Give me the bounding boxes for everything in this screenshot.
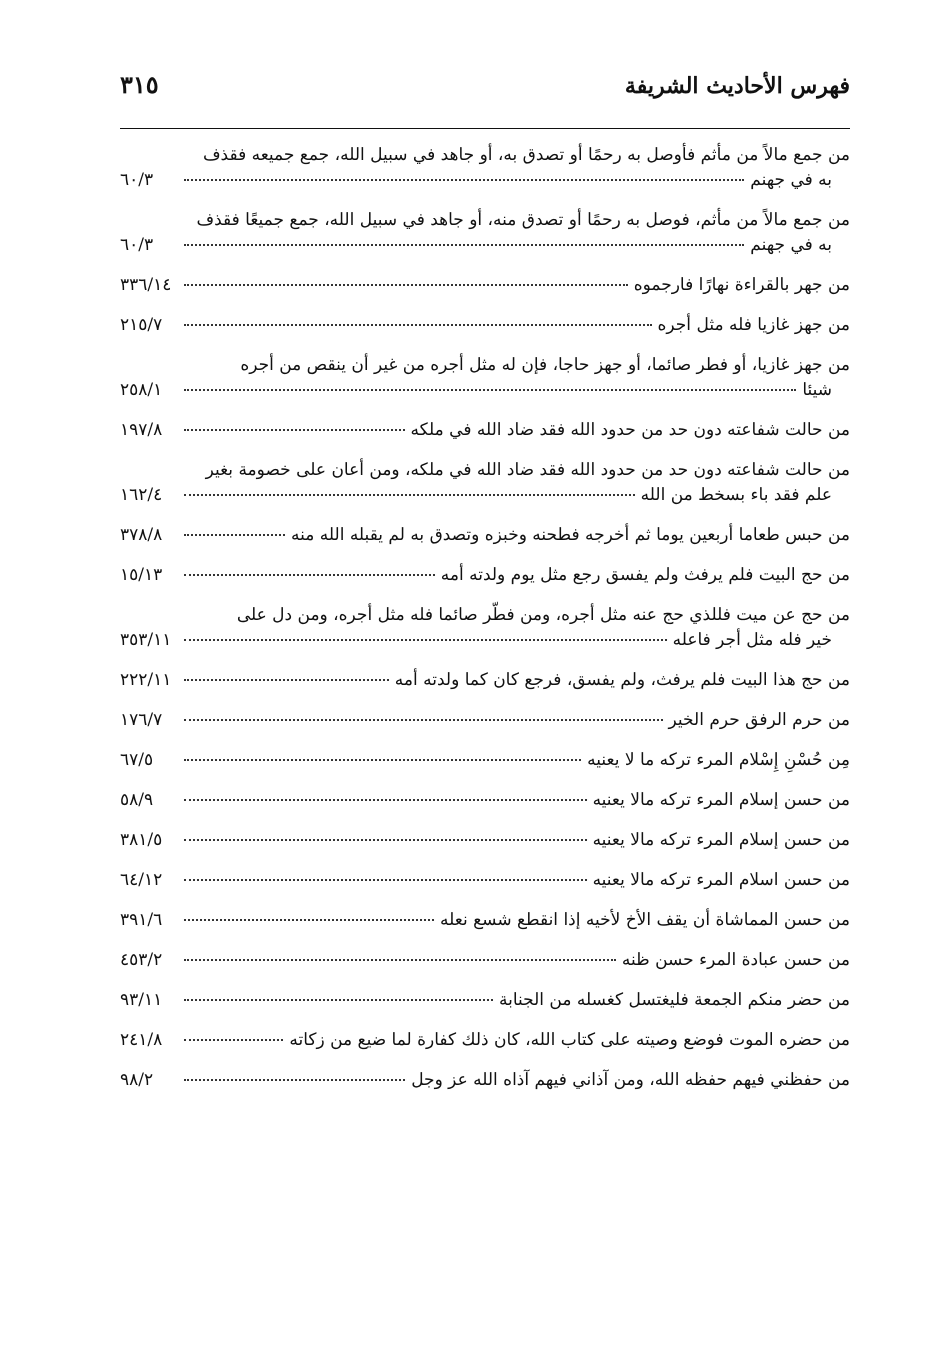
entry-reference: ١٩٧/٨ <box>120 420 163 440</box>
entry-text: من حج هذا البيت فلم يرفث، ولم يفسق، فرجع كان كما ولدته أمه <box>394 670 850 690</box>
entry-reference: ٦٤/١٢ <box>120 870 163 890</box>
entry-reference: ٣٨١/٥ <box>120 830 163 850</box>
entry-last-line <box>120 378 850 403</box>
dot-leader <box>184 799 587 801</box>
index-entry <box>120 458 850 508</box>
entry-text: خير فله مثل أجر فاعله <box>672 630 832 650</box>
entry-last-line <box>120 1028 850 1053</box>
entry-last-line <box>120 168 850 193</box>
entry-reference: ١٧٦/٧ <box>120 710 163 730</box>
entry-reference: ٩٣/١١ <box>120 990 163 1010</box>
dot-leader <box>184 429 405 431</box>
entry-last-line <box>120 668 850 693</box>
entry-reference: ٦٠/٣ <box>120 170 154 190</box>
entry-reference: ٢٢٢/١١ <box>120 670 172 690</box>
index-entry <box>120 523 850 548</box>
entry-last-line <box>120 233 850 258</box>
entry-text: من حفظني فيهم حفظه الله، ومن آذاني فيهم آذاه الله عز وجل <box>411 1070 850 1090</box>
entry-last-line <box>120 523 850 548</box>
entry-last-line <box>120 908 850 933</box>
entry-last-line <box>120 868 850 893</box>
entry-text: به في جهنم <box>750 170 832 190</box>
entry-last-line <box>120 418 850 443</box>
entry-last-line <box>120 273 850 298</box>
index-entry <box>120 418 850 443</box>
entry-last-line <box>120 1068 850 1093</box>
index-entry <box>120 948 850 973</box>
entry-reference: ٢٥٨/١ <box>120 380 163 400</box>
entry-reference: ٦٠/٣ <box>120 235 154 255</box>
entry-last-line <box>120 748 850 773</box>
entry-last-line <box>120 708 850 733</box>
entry-reference: ٢٤١/٨ <box>120 1030 163 1050</box>
entry-text: من حسن إسلام المرء تركه مالا يعنيه <box>592 830 850 850</box>
dot-leader <box>184 639 667 641</box>
entry-text: به في جهنم <box>750 235 832 255</box>
entry-text: من حضر منكم الجمعة فليغتسل كغسله من الجنابة <box>499 990 850 1010</box>
entry-last-line <box>120 988 850 1013</box>
index-entry <box>120 708 850 733</box>
dot-leader <box>184 879 587 881</box>
dot-leader <box>184 389 796 391</box>
index-entry <box>120 668 850 693</box>
entry-text: مِن حُسْنِ إِسْلام المرء تركه ما لا يعنيه <box>587 750 850 770</box>
index-entry <box>120 748 850 773</box>
dot-leader <box>184 919 434 921</box>
index-entry <box>120 353 850 403</box>
entry-reference: ١٥/١٣ <box>120 565 163 585</box>
page-title: فهرس الأحاديث الشريفة <box>624 73 850 99</box>
index-entry <box>120 1028 850 1053</box>
index-entry <box>120 868 850 893</box>
entry-text: من حسن المماشاة أن يقف الأخ لأخيه إذا انقطع شسع نعله <box>440 910 850 930</box>
dot-leader <box>184 179 744 181</box>
entry-text-line: من حالت شفاعته دون حد من حدود الله فقد ضاد الله في ملكه، ومن أعان على خصومة بغير <box>205 460 850 480</box>
index-entry <box>120 143 850 193</box>
entry-reference: ٣٣٦/١٤ <box>120 275 172 295</box>
index-entry <box>120 788 850 813</box>
index-entry <box>120 908 850 933</box>
dot-leader <box>184 679 389 681</box>
entry-last-line <box>120 313 850 338</box>
entry-reference: ٣٩١/٦ <box>120 910 163 930</box>
entry-reference: ٤٥٣/٢ <box>120 950 163 970</box>
index-entry <box>120 603 850 653</box>
entry-text: من حضره الموت فوضع وصيته على كتاب الله، كان ذلك كفارة لما ضيع من زكاته <box>289 1030 850 1050</box>
index-entry <box>120 988 850 1013</box>
entry-text-line: من جمع مالاً من مأثم، فوصل به رحمًا أو تصدق منه، أو جاهد في سبيل الله، جمع جميعًا فقذف <box>196 210 850 230</box>
entry-reference: ٥٨/٩ <box>120 790 154 810</box>
entry-last-line <box>120 828 850 853</box>
page-header <box>120 70 850 129</box>
entry-text: من حسن إسلام المرء تركه مالا يعنيه <box>592 790 850 810</box>
dot-leader <box>184 284 628 286</box>
dot-leader <box>184 534 285 536</box>
index-entry <box>120 563 850 588</box>
entry-text: شيئا <box>802 380 832 400</box>
entry-reference: ٣٥٣/١١ <box>120 630 172 650</box>
entry-text: علم فقد باء بسخط من الله <box>640 485 832 505</box>
dot-leader <box>184 494 635 496</box>
entry-text-line: من جهز غازيا، أو فطر صائما، أو جهز حاجا، فإن له مثل أجره من غير أن ينقص من أجره <box>240 355 850 375</box>
dot-leader <box>184 1039 283 1041</box>
index-entry <box>120 1068 850 1093</box>
entry-last-line <box>120 628 850 653</box>
dot-leader <box>184 324 652 326</box>
index-page <box>120 70 850 1108</box>
entry-reference: ٩٨/٢ <box>120 1070 154 1090</box>
dot-leader <box>184 959 616 961</box>
entry-last-line <box>120 948 850 973</box>
dot-leader <box>184 719 663 721</box>
entry-text: من جهز غازيا فله مثل أجره <box>657 315 850 335</box>
entry-reference: ١٦٢/٤ <box>120 485 163 505</box>
entry-text: من حسن عبادة المرء حسن ظنه <box>621 950 850 970</box>
entry-reference: ٦٧/٥ <box>120 750 154 770</box>
entry-text: من جهر بالقراءة نهارًا فارجموه <box>633 275 850 295</box>
entry-text: من حسن اسلام المرء تركه مالا يعنيه <box>592 870 850 890</box>
dot-leader <box>184 999 493 1001</box>
entry-text: من حالت شفاعته دون حد من حدود الله فقد ضاد الله في ملكه <box>410 420 850 440</box>
dot-leader <box>184 574 435 576</box>
index-entry <box>120 828 850 853</box>
index-entry <box>120 273 850 298</box>
entry-reference: ٢١٥/٧ <box>120 315 163 335</box>
entry-text: من حرم الرفق حرم الخير <box>668 710 850 730</box>
page-number: ٣١٥ <box>120 70 159 99</box>
entry-text-line: من جمع مالاً من مأثم فأوصل به رحمًا أو تصدق به، أو جاهد في سبيل الله، جمع جميعه فقذف <box>202 145 850 165</box>
hadith-index-list <box>120 143 850 1093</box>
index-entry <box>120 313 850 338</box>
index-entry <box>120 208 850 258</box>
dot-leader <box>184 244 744 246</box>
entry-text-line: من حج عن ميت فللذي حج عنه مثل أجره، ومن فطّر صائما فله مثل أجره، ومن دل على <box>236 605 850 625</box>
entry-text: من حبس طعاما أربعين يوما ثم أخرجه فطحنه وخبزه وتصدق به لم يقبله الله منه <box>291 525 850 545</box>
entry-last-line <box>120 483 850 508</box>
entry-last-line <box>120 563 850 588</box>
dot-leader <box>184 759 581 761</box>
entry-text: من حج البيت فلم يرفث ولم يفسق رجع مثل يوم ولدته أمه <box>440 565 850 585</box>
dot-leader <box>184 1079 405 1081</box>
dot-leader <box>184 839 587 841</box>
entry-reference: ٣٧٨/٨ <box>120 525 163 545</box>
entry-last-line <box>120 788 850 813</box>
